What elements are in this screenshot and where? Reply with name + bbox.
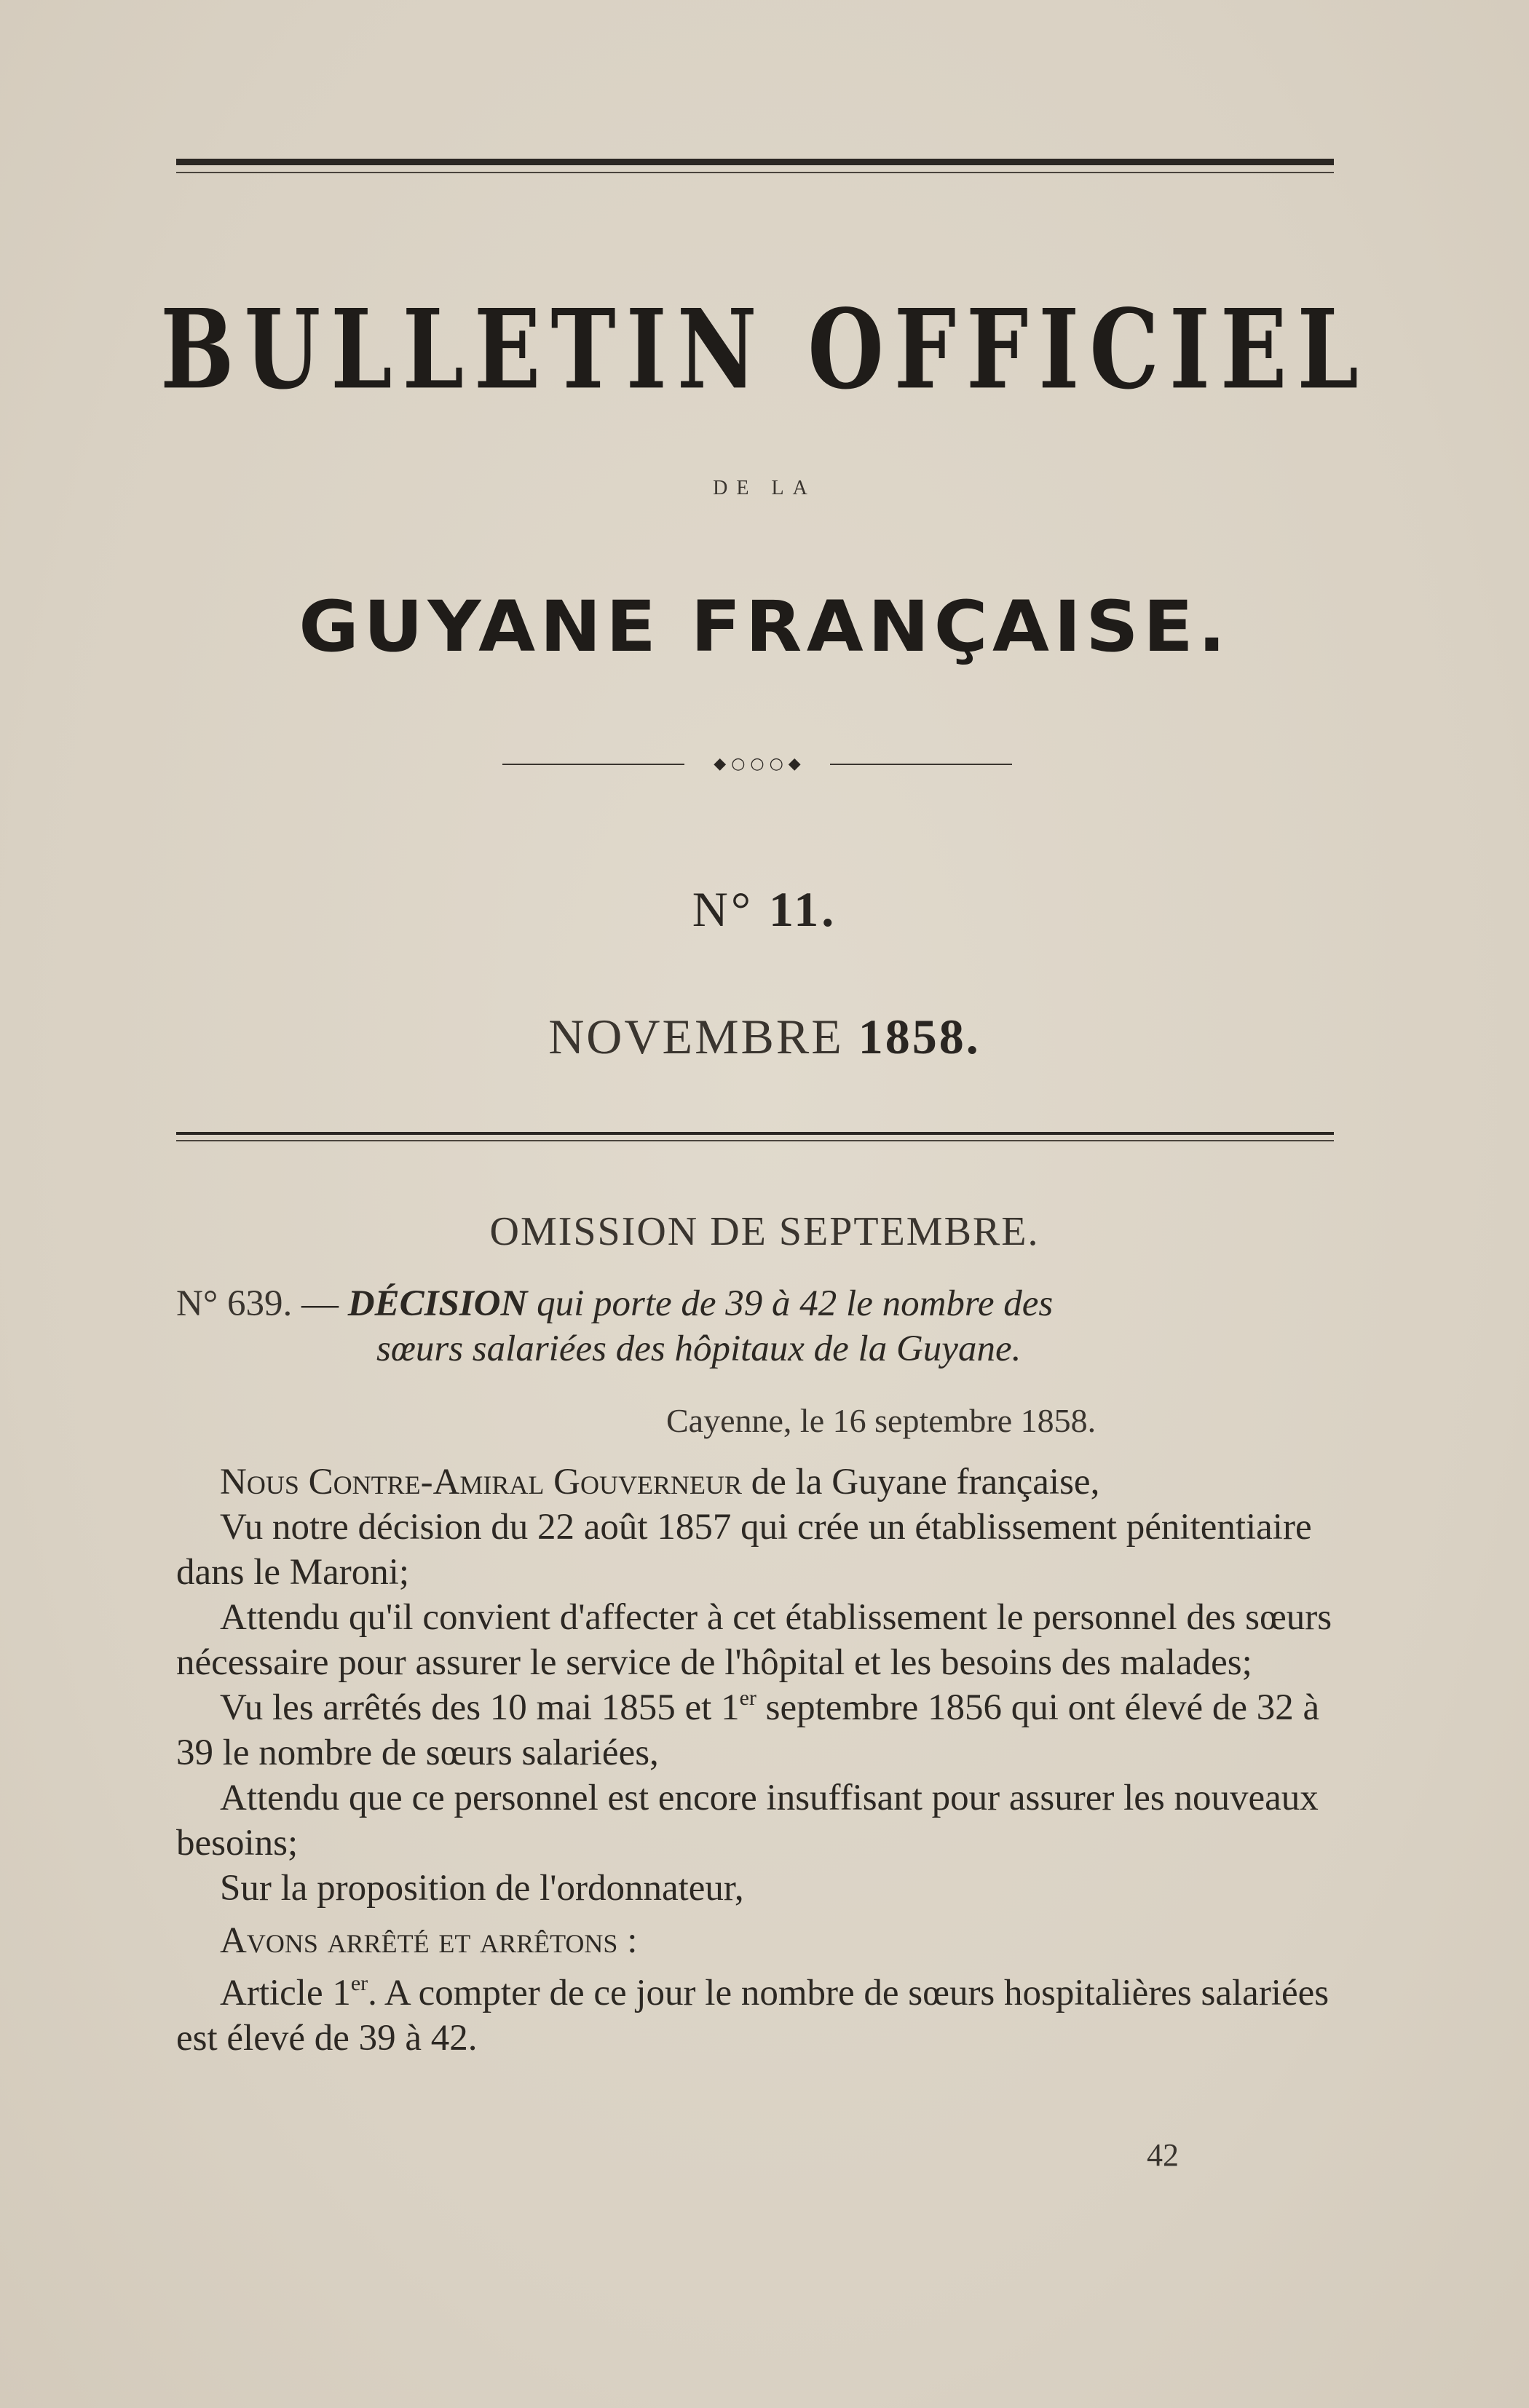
ornament-divider: ◆ ○ ○ ○ ◆	[502, 757, 1012, 772]
issue-number-value: 11.	[769, 882, 837, 937]
top-rule-thin	[176, 172, 1334, 173]
decision-dash: —	[301, 1283, 339, 1324]
separator-rule-1	[176, 1132, 1334, 1135]
paragraph-2: Vu notre décision du 22 août 1857 qui crée un établissement pénitentiaire dans le Maroni;	[176, 1507, 1312, 1593]
decision-heading	[176, 1281, 1341, 1371]
top-rule-thick	[176, 159, 1334, 165]
body-text	[176, 1460, 1341, 2061]
issue-number-prefix: N°	[692, 882, 754, 937]
paragraph-1-smallcaps: Nous Contre-Amiral Gouverneur	[220, 1462, 742, 1502]
paragraph-4	[176, 1685, 1341, 1775]
issue-number	[0, 881, 1529, 938]
decision-text-line1: qui porte de 39 à 42 le nombre des	[537, 1283, 1054, 1324]
signature-mark: 42	[1147, 2137, 1179, 2173]
paragraph-1	[176, 1460, 1341, 1505]
paragraph-5: Attendu que ce personnel est encore insuffisant pour assurer les nouveaux besoins;	[176, 1778, 1319, 1864]
paragraph-8-sup: er	[350, 1971, 368, 1995]
bulletin-title: BULLETIN OFFICIEL	[160, 285, 1369, 414]
bulletin-subtitle-de-la: DE LA	[713, 477, 816, 499]
dateline: Cayenne, le 16 septembre 1858.	[666, 1402, 1097, 1439]
paragraph-1-rest: de la Guyane française,	[751, 1462, 1100, 1502]
issue-month: NOVEMBRE	[548, 1009, 844, 1064]
paragraph-8-b: . A compter de ce jour le nombre de sœurs hospitalières salariées est élevé de 39 à 42.	[176, 1973, 1330, 2059]
paragraph-7: Avons arrêté et arrêtons :	[220, 1920, 638, 1961]
decision-number: N° 639.	[176, 1283, 293, 1324]
bulletin-region-title: GUYANE FRANÇAISE.	[299, 586, 1230, 668]
paragraph-8-a: Article 1	[220, 1973, 351, 2013]
paragraph-6: Sur la proposition de l'ordonnateur,	[220, 1868, 744, 1909]
paragraph-4-b: septembre 1856 qui ont élevé de 32 à 39 le nombre de sœurs salariées,	[176, 1687, 1320, 1773]
decision-text-line2: sœurs salariées des hôpitaux de la Guyane.	[376, 1328, 1022, 1369]
section-title: OMISSION DE SEPTEMBRE.	[489, 1209, 1040, 1254]
paragraph-3: Attendu qu'il convient d'affecter à cet établissement le personnel des sœurs nécessaire pour assurer le service de l'hôpital et les besoins des malades;	[176, 1597, 1332, 1683]
paragraph-4-a: Vu les arrêtés des 10 mai 1855 et 1	[220, 1687, 740, 1728]
paragraph-4-sup: er	[739, 1686, 756, 1710]
decision-keyword: DÉCISION	[347, 1283, 528, 1324]
paragraph-8	[176, 1971, 1341, 2061]
issue-date	[0, 1008, 1529, 1066]
issue-year: 1858.	[858, 1009, 981, 1064]
separator-rule-2	[176, 1140, 1334, 1141]
